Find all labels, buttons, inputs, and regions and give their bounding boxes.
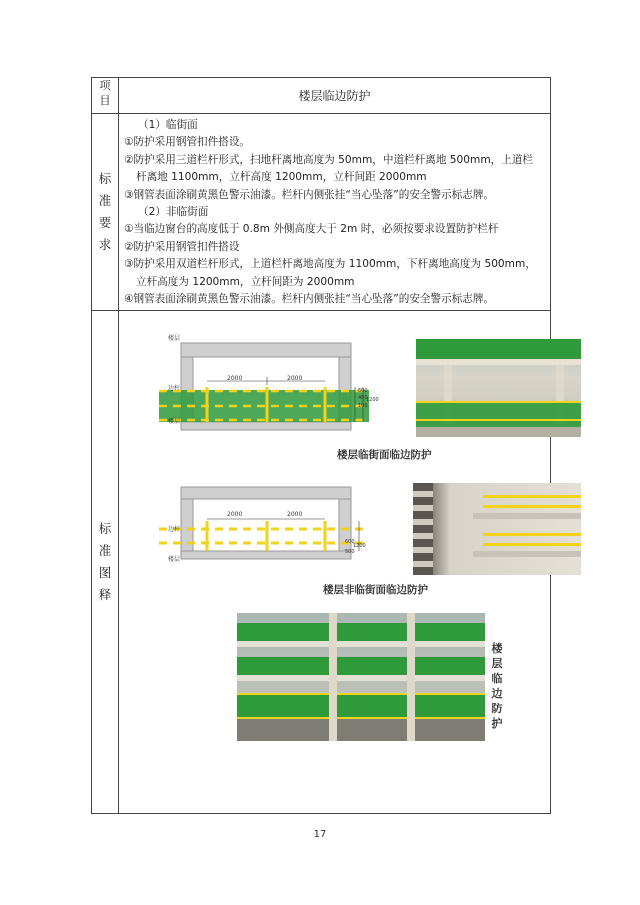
page-number: 17: [313, 829, 327, 840]
req-item: ②防护采用钢管扣件搭设: [124, 240, 240, 253]
caption-floor-edge: 楼层临边防护: [491, 642, 503, 731]
requirements-cell: [119, 114, 551, 311]
header-title-cell: [119, 78, 551, 114]
diagram1-label-floor-bottom: 楼层: [168, 418, 181, 426]
diagram1-dim: 2000: [227, 375, 243, 383]
req-item: ①防护采用钢管扣件搭设。: [124, 136, 251, 149]
street-edge-photo: [416, 339, 581, 437]
req-item: ②防护采用三道栏杆形式，扫地杆离地高度为 50mm，中道栏杆离地 500mm，上道栏: [124, 153, 534, 166]
diagram2-vdim: 500: [345, 549, 355, 556]
diagram2-vdim: 600: [345, 539, 355, 546]
diagram1-vdim: 600: [358, 388, 368, 395]
diagram1-vdim: 100: [358, 403, 368, 410]
diagram2-label-rail: 边杆: [168, 526, 181, 534]
req-item: ③钢管表面涂刷黄黑色警示油漆。栏杆内侧张挂“当心坠落”的安全警示标志牌。: [124, 188, 495, 201]
standard-table: [91, 77, 551, 814]
non-street-edge-diagram: [159, 481, 374, 566]
req-item: 立杆高度为 1200mm，立杆间距为 2000mm: [136, 275, 355, 288]
header-label: 项目: [99, 79, 111, 107]
diagram1-label-floor-top: 楼层: [168, 335, 181, 343]
caption-street-edge: 楼层临街面临边防护: [337, 449, 432, 462]
diagram2-dim: 2000: [287, 511, 303, 519]
img-label: 标准图释: [98, 521, 112, 603]
req-item: ①当临边窗台的高度低于 0.8m 外侧高度大于 2m 时，必须按要求设置防护栏杆: [124, 223, 499, 236]
diagram2-dim: 2000: [227, 511, 243, 519]
diagram2-vdim: 1200: [353, 543, 366, 550]
non-street-edge-photo: [413, 483, 581, 575]
floor-edge-photo: [237, 613, 485, 741]
img-label-cell: [92, 311, 119, 814]
req-label-cell: [92, 114, 119, 311]
street-edge-diagram: [159, 321, 369, 436]
figures-cell: [119, 311, 551, 814]
diagram1-vdim: 1200: [366, 397, 379, 404]
req-item: ④钢管表面涂刷黄黑色警示油漆。栏杆内侧张挂“当心坠落”的安全警示标志牌。: [124, 293, 495, 306]
req-section-1: （1）临街面: [138, 119, 198, 131]
diagram1-dim: 2000: [287, 375, 303, 383]
req-item: 杆离地 1100mm，立杆高度 1200mm，立杆间距 2000mm: [136, 171, 427, 184]
req-item: ③防护采用双道栏杆形式，上道栏杆离地高度为 1100mm，下杆离地高度为 500mm，: [124, 258, 536, 271]
diagram1-label-rail: 边杆: [168, 385, 181, 393]
req-label: 标准要求: [98, 171, 112, 253]
header-title: 楼层临边防护: [298, 89, 371, 103]
req-section-2: （2）非临街面: [138, 206, 209, 219]
diagram1-vdim: 400: [358, 395, 368, 402]
diagram2-label-floor: 楼层: [168, 556, 181, 564]
header-label-cell: [92, 78, 119, 114]
caption-non-street-edge: 楼层非临街面临边防护: [323, 584, 428, 597]
